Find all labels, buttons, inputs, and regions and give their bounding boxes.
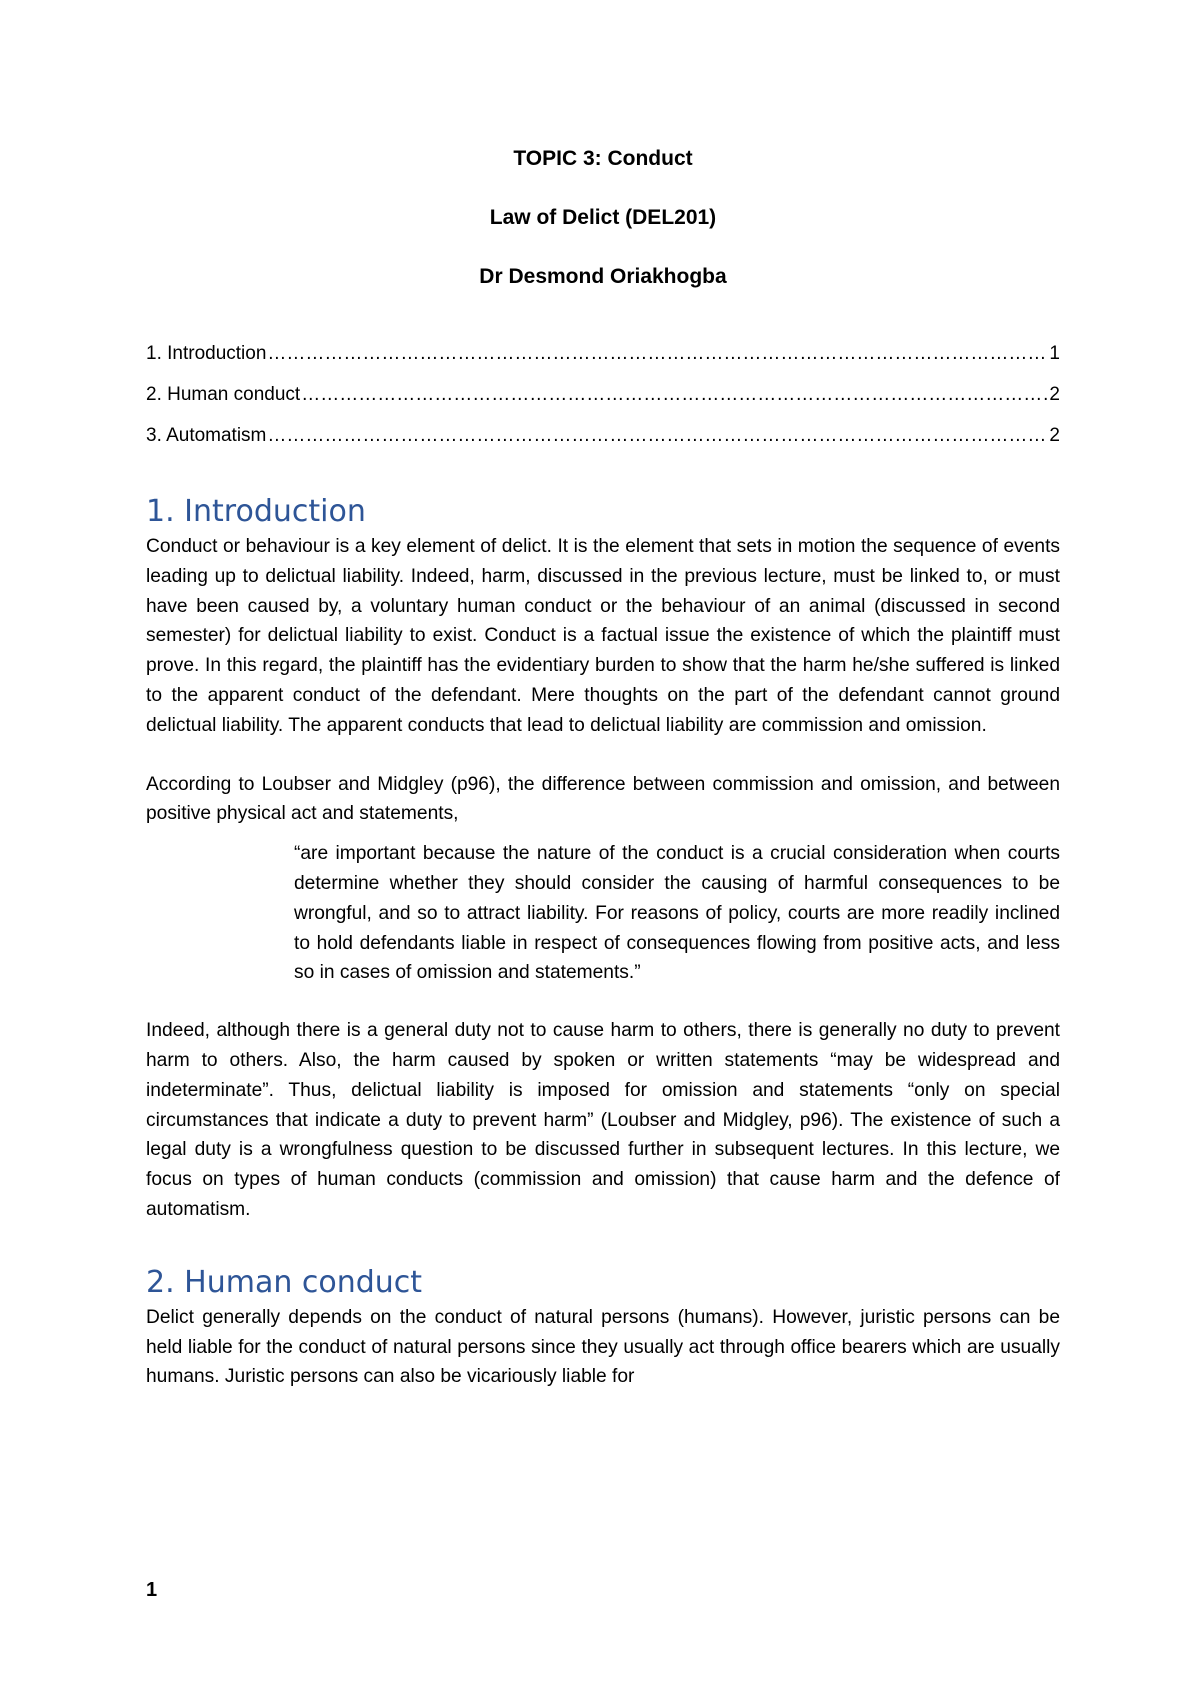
toc-entry-automatism[interactable] bbox=[146, 424, 1060, 448]
toc-entry-introduction[interactable] bbox=[146, 342, 1060, 366]
table-of-contents bbox=[146, 342, 1060, 448]
section-heading-introduction: 1. Introduction bbox=[146, 494, 366, 529]
toc-entry-label: 2. Human conduct bbox=[146, 384, 301, 405]
course-title: Law of Delict (DEL201) bbox=[489, 206, 717, 229]
paragraph-introduction: Conduct or behaviour is a key element of delict. It is the element that sets in motion the sequence of events leading up to delictual liability. Indeed, harm, discussed in the previous lecture, must be linked to, or must have been caused by, a voluntary human conduct or the behaviour of an animal (discussed in second semester) for delictual liability to exist. Conduct is a factual issue the existence of which the plaintiff must prove. In this regard, the plaintiff has the evidentiary burden to show that the harm he/she suffered is linked to the apparent conduct of the defendant. Mere thoughts on the part of the defendant cannot ground delictual liability. The apparent conducts that lead to delictual liability are commission and omission. bbox=[146, 536, 1060, 736]
toc-entry-page: 1 bbox=[1049, 343, 1060, 364]
paragraph-human-conduct: Delict generally depends on the conduct of natural persons (humans). However, juristic persons can be held liable for the conduct of natural persons since they usually act through office bearers which are usually humans. Juristic persons can also be vicariously liable for bbox=[146, 1306, 1060, 1388]
toc-entry-human-conduct[interactable] bbox=[146, 383, 1060, 407]
paragraph-duty-to-prevent-harm: Indeed, although there is a general duty not to cause harm to others, there is generally no duty to prevent harm to others. Also, the harm caused by spoken or written statements “may be widespread and indeterminate”. Thus, delictual liability is imposed for omission and statements “only on special circumstances that indicate a duty to prevent harm” (Loubser and Midgley, p96). The existence of such a legal duty is a wrongfulness question to be discussed further in subsequent lectures. In this lecture, we focus on types of human conducts (commission and omission) that cause harm and the defence of automatism. bbox=[146, 1020, 1060, 1220]
toc-entry-label: 3. Automatism bbox=[146, 425, 267, 446]
toc-entry-page: 2 bbox=[1049, 384, 1060, 405]
toc-dot-leader bbox=[267, 342, 1048, 366]
toc-entry-page: 2 bbox=[1049, 425, 1060, 446]
toc-dot-leader bbox=[267, 424, 1048, 448]
toc-entry-label: 1. Introduction bbox=[146, 343, 267, 364]
paragraph-quote-lead-in: According to Loubser and Midgley (p96), the difference between commission and omission, and between positive physical act and statements, bbox=[146, 773, 1060, 825]
topic-title: TOPIC 3: Conduct bbox=[513, 147, 693, 170]
author-name: Dr Desmond Oriakhogba bbox=[479, 265, 727, 288]
block-quote: “are important because the nature of the conduct is a crucial consideration when courts determine whether they should consider the causing of harmful consequences to be wrongful, and so to attract liability. For reasons of policy, courts are more readily inclined to hold defendants liable in respect of consequences flowing from positive acts, and less so in cases of omission and statements.” bbox=[294, 843, 1060, 984]
toc-dot-leader bbox=[301, 383, 1048, 407]
section-heading-human-conduct: 2. Human conduct bbox=[146, 1264, 423, 1300]
page-content bbox=[146, 145, 1060, 1421]
page-number: 1 bbox=[146, 1579, 158, 1601]
